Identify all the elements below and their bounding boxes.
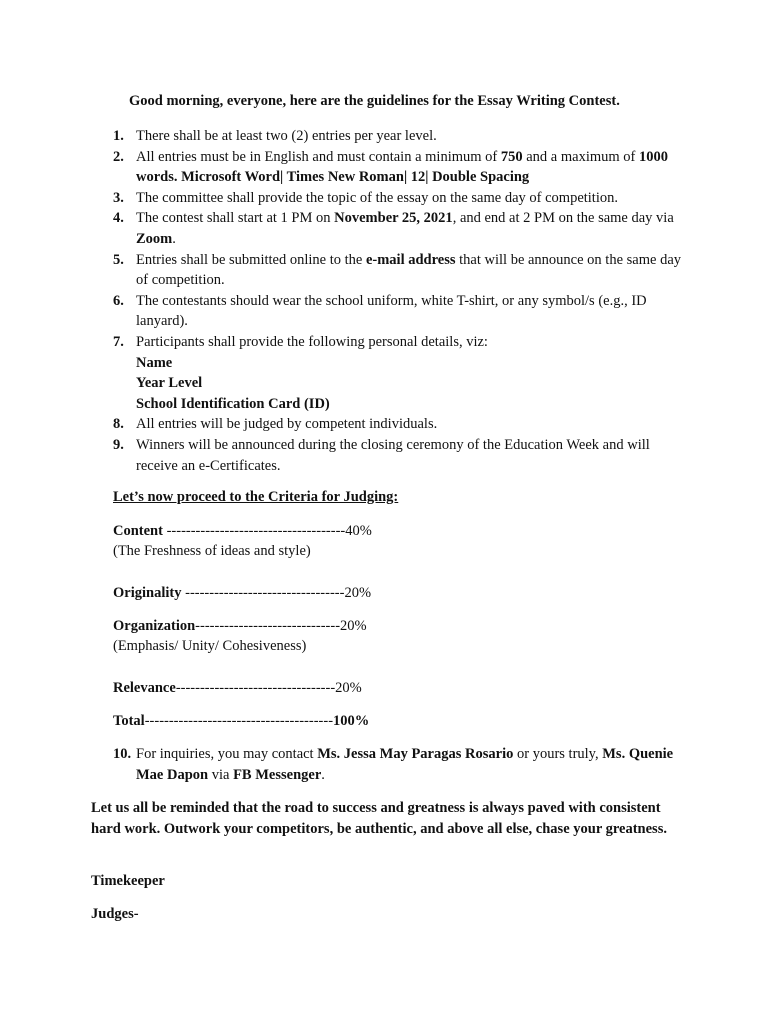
criteria-heading: Let’s now proceed to the Criteria for Judging: (113, 489, 399, 505)
criterion-dashes: --------------------------------------- (144, 713, 334, 729)
contact-channel: FB Messenger (233, 766, 322, 783)
contact-name: Ms. Jessa May Paragas Rosario (317, 746, 514, 762)
criterion-dashes: ------------------------------------- (162, 523, 346, 539)
list-item (113, 291, 683, 332)
list-item (113, 332, 683, 414)
criterion-content (113, 521, 372, 542)
item-bold: 1000 words. Microsoft Word| Times New Roman| 12| Double Spacing (136, 148, 669, 186)
detail-name: Name (136, 354, 173, 371)
item-bold: November 25, 2021 (334, 210, 453, 227)
timekeeper-label: Timekeeper (91, 873, 165, 889)
item-number: 10. (113, 746, 132, 762)
list-item (113, 250, 683, 291)
criterion-name: Total (113, 713, 145, 729)
item-text: Participants shall provide the following personal details, viz: (136, 333, 488, 350)
criterion-percent: 40% (345, 523, 372, 539)
item-text: . (172, 230, 176, 247)
item-number: 1. (113, 128, 124, 144)
item-text: via (208, 766, 234, 783)
item-text: Entries shall be submitted online to the (136, 251, 366, 268)
item-text: Winners will be announced during the closing ceremony of the Education Week and will receive an e-Certificates. (136, 436, 650, 474)
item-text: , and end at 2 PM on the same day via (452, 210, 674, 227)
list-item (113, 188, 683, 209)
item-bold: e-mail address (365, 251, 456, 268)
criterion-percent: 20% (344, 585, 372, 601)
list-item (113, 147, 683, 188)
item-bold: 750 (500, 148, 523, 165)
item-number: 6. (113, 292, 124, 309)
criterion-percent: 20% (340, 618, 367, 634)
item-text: The contest shall start at 1 PM on (136, 210, 335, 227)
criterion-organization (113, 616, 367, 637)
item-number: 4. (113, 210, 124, 227)
item-text: For inquiries, you may contact (136, 746, 318, 762)
item-number: 8. (113, 416, 124, 433)
detail-school-id: School Identification Card (ID) (136, 395, 330, 412)
criterion-content-note: (The Freshness of ideas and style) (113, 543, 311, 559)
criterion-percent: 20% (335, 680, 362, 696)
detail-year-level: Year Level (136, 375, 203, 392)
criterion-originality (113, 583, 371, 604)
criterion-name: Relevance (113, 680, 176, 696)
item-text: The committee shall provide the topic of the essay on the same day of competition. (136, 189, 618, 206)
closing-message: Let us all be reminded that the road to success and greatness is always paved with consistent hard work. Outwork your competitors, be authentic, and above all else, chase your greatness. (91, 800, 667, 837)
item-text: All entries will be judged by competent individuals. (136, 416, 438, 433)
item-text: or yours truly, (513, 746, 603, 762)
item-number: 2. (113, 148, 124, 165)
criterion-name: Originality (113, 585, 182, 601)
criterion-relevance (113, 678, 362, 699)
list-item (113, 414, 683, 435)
contact-name: Ms. Quenie Mae Dapon (136, 746, 674, 783)
item-number: 9. (113, 436, 124, 453)
item-bold: Zoom (136, 230, 173, 247)
criterion-total (113, 711, 369, 732)
criterion-dashes: ------------------------------ (195, 618, 341, 634)
item-number: 5. (113, 251, 124, 268)
item-text: and a maximum of (522, 148, 640, 165)
item-text: The contestants should wear the school uniform, white T-shirt, or any symbol/s (e.g., ID lanyard). (136, 292, 647, 330)
item-number: 7. (113, 333, 124, 350)
list-item (113, 208, 683, 249)
intro-heading: Good morning, everyone, here are the guidelines for the Essay Writing Contest. (129, 93, 620, 109)
item-text: . (321, 766, 325, 783)
list-item (113, 126, 683, 147)
item-text: There shall be at least two (2) entries per year level. (136, 128, 437, 144)
guidelines-list (113, 126, 683, 476)
criterion-name: Organization (113, 618, 196, 634)
criterion-organization-note: (Emphasis/ Unity/ Cohesiveness) (113, 638, 307, 654)
criterion-dashes: --------------------------------- (175, 680, 336, 696)
item-text: that will be announce on the same day of competition. (136, 251, 682, 289)
item-number: 3. (113, 189, 124, 206)
judges-label: Judges- (91, 906, 139, 922)
criterion-name: Content (113, 523, 163, 539)
criterion-percent: 100% (333, 713, 370, 729)
list-item (113, 435, 683, 476)
list-item-inquiries (113, 744, 696, 785)
criterion-dashes: --------------------------------- (181, 585, 345, 601)
item-text: All entries must be in English and must contain a minimum of (136, 148, 501, 165)
